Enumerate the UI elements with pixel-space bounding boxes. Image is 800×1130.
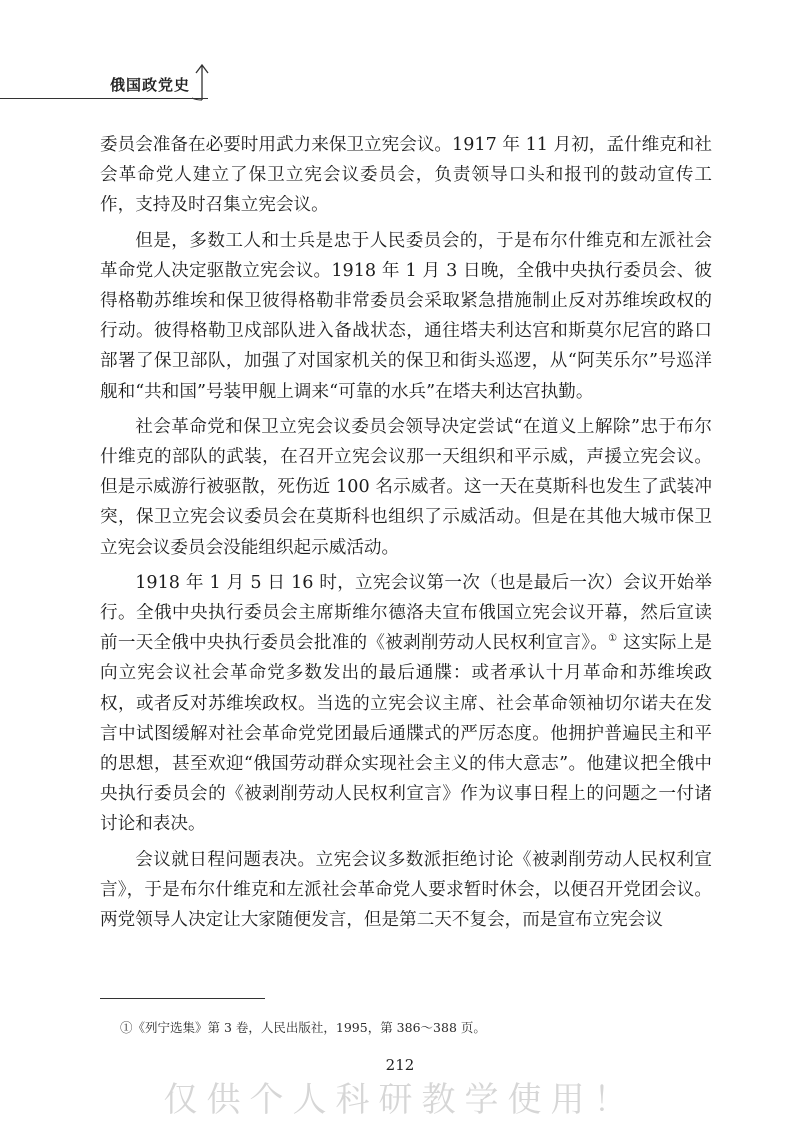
body-text (100, 130, 712, 935)
footnote-rule (100, 998, 265, 999)
header-title: 俄国政党史 (110, 76, 191, 94)
page-number: 212 (385, 1056, 415, 1074)
paragraph-4-part-1: 1918 年 1 月 5 日 16 时，立宪会议第一次（也是最后一次）会议开始举行。全俄中央执行委员会主席斯维尔德洛夫宣布俄国立宪会议开幕，然后宣读前一天全俄中央执行委员会批准的《被剥削劳动人民权利宣言》。 (100, 572, 712, 654)
paragraph-5: 会议就日程问题表决。立宪会议多数派拒绝讨论《被剥削劳动人民权利宣言》，于是布尔什维克和左派社会革命党人要求暂时休会，以便召开党团会议。两党领导人决定让大家随便发言，但是第二天不复会，而是宣布立宪会议 (100, 849, 712, 931)
header-rule (0, 98, 208, 99)
paragraph-3: 社会革命党和保卫立宪会议委员会领导决定尝试“在道义上解除”忠于布尔什维克的部队的武装，在召开立宪会议那一天组织和平示威，声援立宪会议。但是示威游行被驱散，死伤近 100 名示威者。这一天在莫斯科也发生了武装冲突，保卫立宪会议委员会在莫斯科也组织了示威活动。但是在其他大城市保卫立宪会议委员会没能组织起示威活动。 (100, 416, 712, 558)
paragraph-4-part-2: 这实际上是向立宪会议社会革命党多数发出的最后通牒：或者承认十月革命和苏维埃政权，或者反对苏维埃政权。当选的立宪会议主席、社会革命领袖切尔诺夫在发言中试图缓解对社会革命党党团最后通牒式的严厉态度。他拥护普遍民主和平的思想，甚至欢迎“俄国劳动群众实现社会主义的伟大意志”。他建议把全俄中央执行委员会的《被剥削劳动人民权利宣言》作为议事日程上的问题之一付诸讨论和表决。 (100, 633, 713, 835)
watermark: 仅供个人科研教学使用！ (163, 1080, 637, 1120)
footnote: ①《列宁选集》第 3 卷，人民出版社，1995，第 386～388 页。 (120, 1020, 486, 1035)
running-header (0, 62, 240, 108)
paragraph-4 (100, 568, 712, 840)
footnote-marker[interactable]: ① (608, 633, 618, 645)
paragraph-2: 但是，多数工人和士兵是忠于人民委员会的，于是布尔什维克和左派社会革命党人决定驱散立宪会议。1918 年 1 月 3 日晚，全俄中央执行委员会、彼得格勒苏维埃和保卫彼得格勒非常委员会采取紧急措施制止反对苏维埃政权的行动。彼得格勒卫戍部队进入备战状态，通往塔夫利达宫和斯莫尔尼宫的路口部署了保卫部队，加强了对国家机关的保卫和街头巡逻，从“阿芙乐尔”号巡洋舰和“共和国”号装甲舰上调来“可靠的水兵”在塔夫利达宫执勤。 (100, 230, 712, 402)
up-arrow-icon (190, 62, 212, 102)
paragraph-1: 委员会准备在必要时用武力来保卫立宪会议。1917 年 11 月初，孟什维克和社会革命党人建立了保卫立宪会议委员会，负责领导口头和报刊的鼓动宣传工作，支持及时召集立宪会议。 (100, 135, 712, 216)
